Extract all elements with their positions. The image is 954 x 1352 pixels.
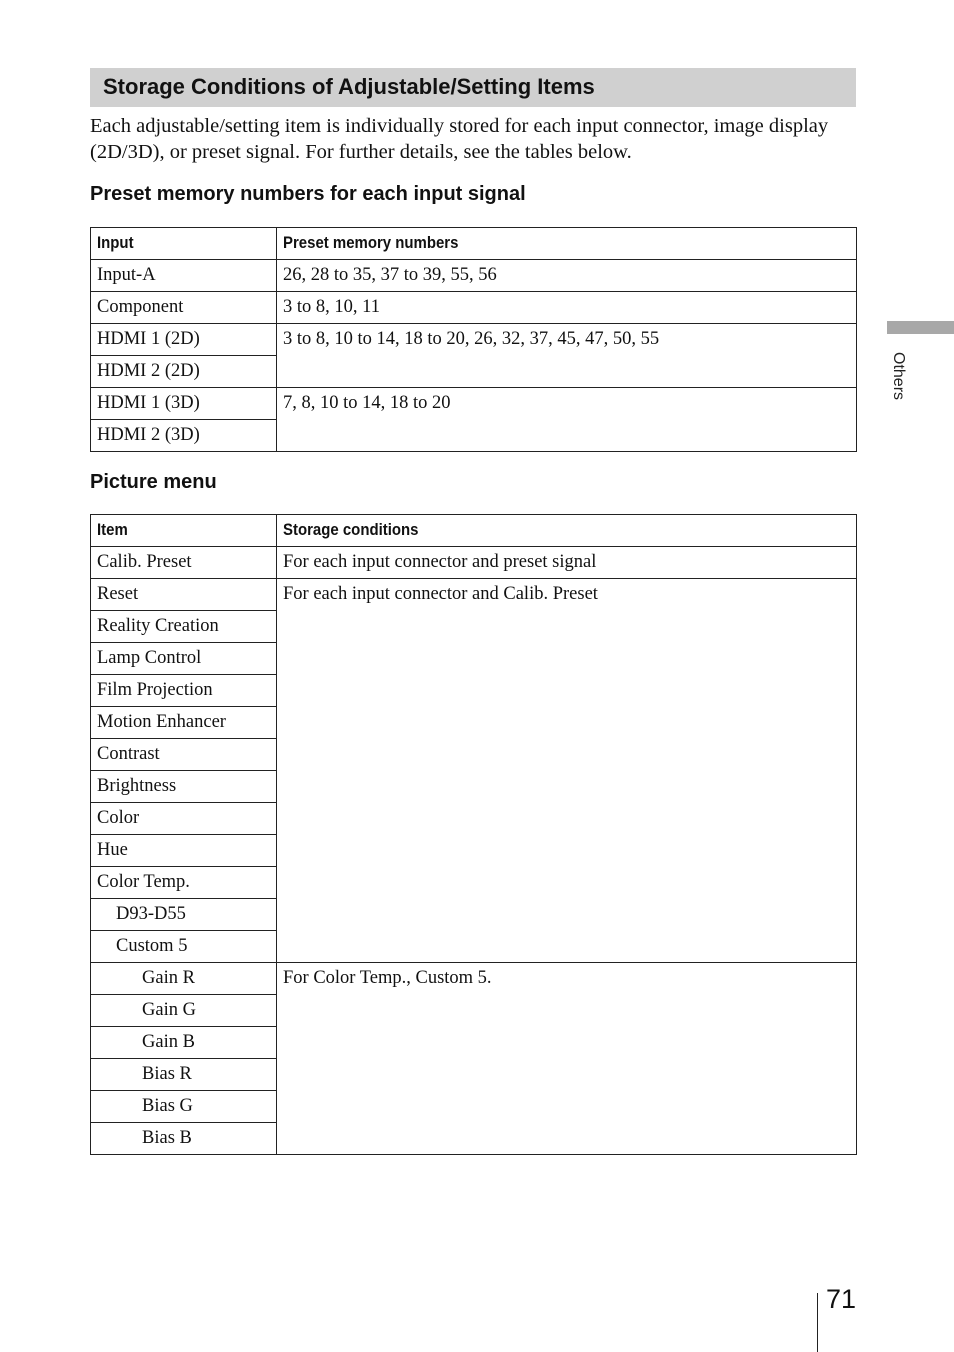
table-header-row (91, 228, 857, 260)
item-cell: Hue (91, 835, 277, 867)
condition-cell: For each input connector and Calib. Preset (277, 579, 857, 963)
input-cell: Component (91, 292, 277, 324)
item-cell: Gain B (91, 1027, 277, 1059)
numbers-cell: 3 to 8, 10, 11 (277, 292, 857, 324)
item-cell: Brightness (91, 771, 277, 803)
input-cell: HDMI 1 (2D) (91, 324, 277, 356)
table-row (91, 292, 857, 324)
condition-cell: For each input connector and preset signal (277, 547, 857, 579)
header-item: Item (91, 515, 277, 547)
input-cell: Input-A (91, 260, 277, 292)
header-preset-numbers: Preset memory numbers (277, 228, 857, 260)
item-cell: Reset (91, 579, 277, 611)
item-cell: Bias G (91, 1091, 277, 1123)
input-cell: HDMI 2 (3D) (91, 420, 277, 452)
intro-paragraph: Each adjustable/setting item is individually stored for each input connector, image display (2D/3D), or preset signal. For further details, see the tables below. (90, 115, 829, 163)
picture-table (90, 514, 857, 1155)
item-cell: Film Projection (91, 675, 277, 707)
item-cell: Color Temp. (91, 867, 277, 899)
table-row (91, 324, 857, 356)
preset-section-title: Preset memory numbers for each input signal (90, 183, 526, 205)
input-cell: HDMI 2 (2D) (91, 356, 277, 388)
numbers-cell: 3 to 8, 10 to 14, 18 to 20, 26, 32, 37, 45, 47, 50, 55 (277, 324, 857, 388)
section-heading (90, 68, 856, 107)
side-tab-marker (887, 321, 954, 334)
header-storage-conditions: Storage conditions (277, 515, 857, 547)
page-number-rule (817, 1293, 818, 1352)
condition-cell: For Color Temp., Custom 5. (277, 963, 857, 1155)
item-cell: Contrast (91, 739, 277, 771)
numbers-cell: 26, 28 to 35, 37 to 39, 55, 56 (277, 260, 857, 292)
item-cell: Calib. Preset (91, 547, 277, 579)
side-tab-label: Others (890, 352, 907, 401)
item-cell: D93-D55 (91, 899, 277, 931)
table-row (91, 388, 857, 420)
item-cell: Reality Creation (91, 611, 277, 643)
table-row (91, 260, 857, 292)
section-title: Storage Conditions of Adjustable/Setting Items (103, 74, 595, 99)
item-cell: Gain R (91, 963, 277, 995)
header-input: Input (91, 228, 277, 260)
item-cell: Bias R (91, 1059, 277, 1091)
item-cell: Color (91, 803, 277, 835)
item-cell: Lamp Control (91, 643, 277, 675)
picture-section-title: Picture menu (90, 471, 217, 493)
numbers-cell: 7, 8, 10 to 14, 18 to 20 (277, 388, 857, 452)
table-row (91, 547, 857, 579)
table-row (91, 963, 857, 995)
item-cell: Custom 5 (91, 931, 277, 963)
page-number: 71 (826, 1284, 857, 1314)
item-cell: Motion Enhancer (91, 707, 277, 739)
table-row (91, 579, 857, 611)
item-cell: Gain G (91, 995, 277, 1027)
input-cell: HDMI 1 (3D) (91, 388, 277, 420)
item-cell: Bias B (91, 1123, 277, 1155)
table-header-row (91, 515, 857, 547)
preset-table (90, 227, 857, 452)
